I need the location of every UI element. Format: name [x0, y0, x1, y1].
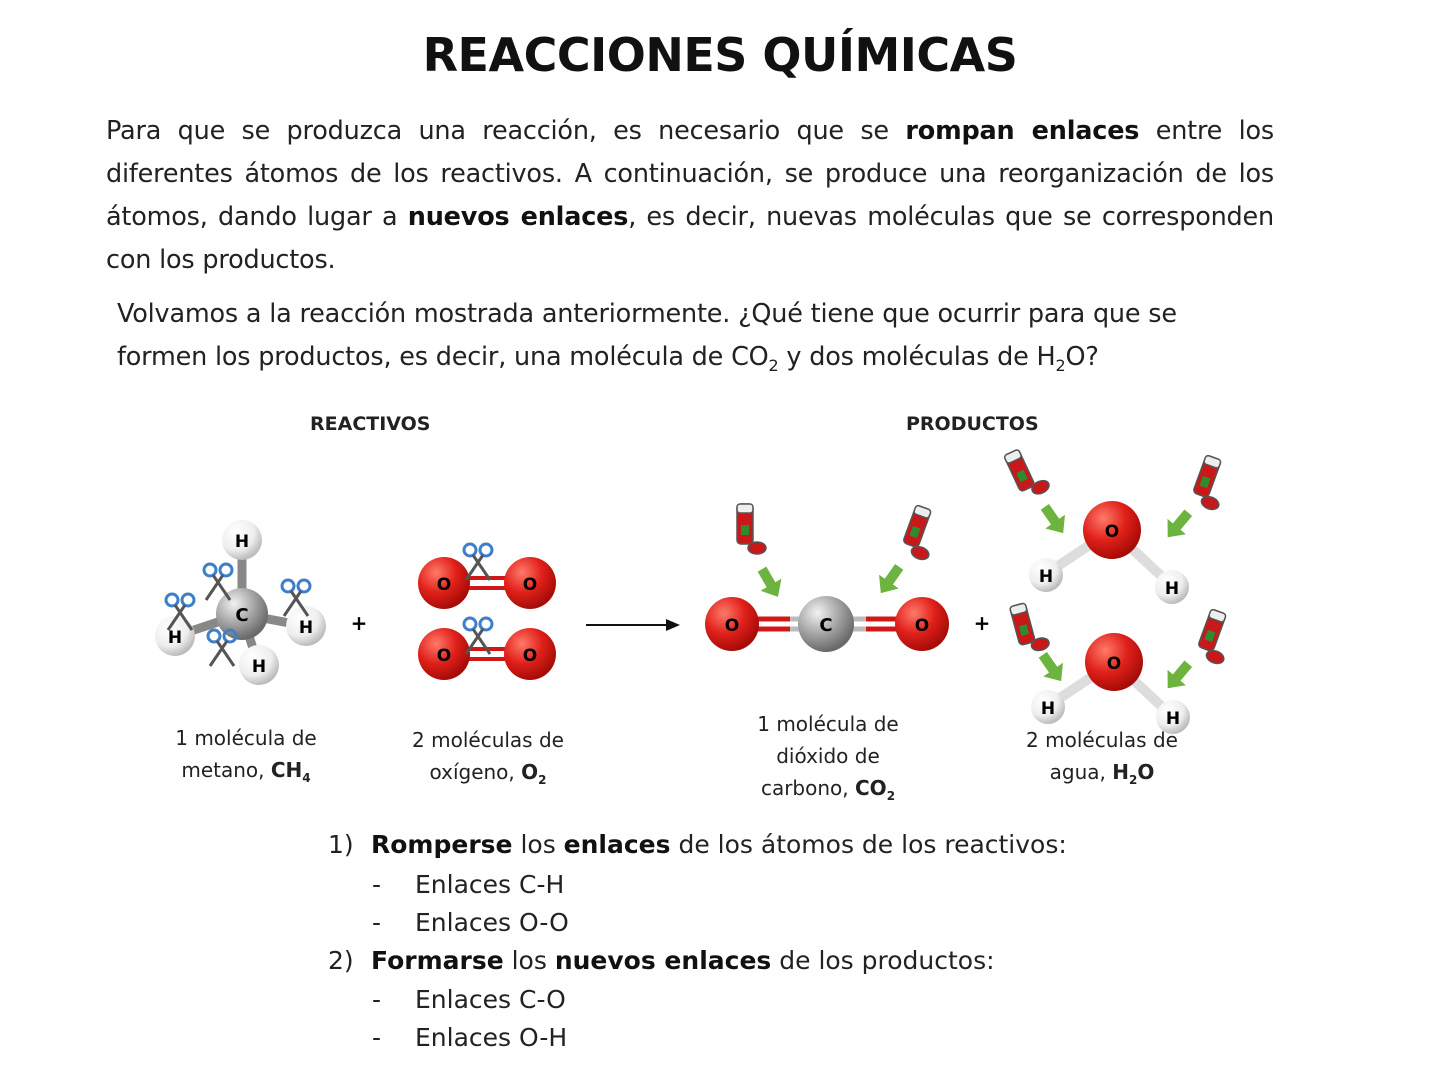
step-bold: nuevos enlaces — [554, 946, 772, 975]
caption-subscript: 2 — [886, 789, 896, 803]
step-plain: los — [512, 830, 564, 859]
green-arrow-icon — [871, 560, 909, 600]
step-bold: Formarse — [371, 946, 504, 975]
atom-label-h: H — [1164, 579, 1180, 599]
glue-stick-icon — [1004, 444, 1051, 502]
water-caption — [1016, 724, 1188, 796]
caption-formula: H — [1112, 760, 1129, 784]
page-title: REACCIONES QUÍMICAS — [422, 28, 1018, 82]
question-text-a: formen los productos, es decir, una molécula de CO — [117, 342, 769, 372]
glue-stick-icon — [1010, 599, 1051, 655]
intro-text-1: Para que se produzca una reacción, es necesario que se — [106, 116, 906, 146]
question-sub-b: 2 — [1055, 356, 1066, 376]
caption-subscript: 2 — [538, 773, 547, 787]
oxygen-caption — [402, 724, 574, 796]
water-molecule — [1010, 599, 1239, 734]
glue-stick-icon — [737, 504, 766, 554]
sub-item: Enlaces O-H — [415, 1023, 568, 1052]
caption-text: agua, — [1049, 760, 1113, 784]
caption-text: carbono, — [760, 776, 855, 800]
atom-label-o: O — [522, 646, 538, 666]
products-header: PRODUCTOS — [906, 413, 1039, 435]
caption-formula: O — [1137, 760, 1155, 784]
water-molecule — [1004, 444, 1234, 604]
sub-item: Enlaces C-O — [415, 985, 566, 1014]
atom-label-h: H — [1040, 699, 1056, 719]
caption-line — [160, 754, 332, 794]
plus-sign: + — [973, 611, 991, 635]
glue-stick-icon — [899, 505, 943, 562]
dash-bullet: - — [372, 870, 382, 899]
glue-stick-icon — [1189, 455, 1233, 512]
step-text — [371, 830, 1067, 859]
question-line-1: Volvamos a la reacción mostrada anteriormente. ¿Qué tiene que ocurrir para que se — [117, 299, 1177, 329]
caption-line — [742, 772, 914, 812]
reactants-header: REACTIVOS — [310, 413, 431, 435]
atom-label-c: C — [235, 605, 249, 626]
atom-label-o: O — [724, 616, 740, 636]
dash-bullet: - — [372, 985, 382, 1014]
caption-line: 1 molécula de — [175, 726, 317, 750]
caption-formula: CO — [855, 776, 887, 800]
atom-label-h: H — [1165, 709, 1181, 729]
dash-bullet: - — [372, 908, 382, 937]
oxygen-molecule — [418, 544, 556, 609]
atom-label-o: O — [1104, 522, 1120, 542]
atom-label-o: O — [436, 575, 452, 595]
step-plain: de los átomos de los reactivos: — [670, 830, 1067, 859]
caption-line — [402, 756, 574, 796]
caption-formula: O — [521, 760, 539, 784]
atom-label-h: H — [1038, 567, 1054, 587]
reaction-arrow — [586, 619, 680, 631]
atom-label-o: O — [1106, 654, 1122, 674]
glue-stick-icon — [1194, 609, 1238, 666]
intro-bold-2: nuevos enlaces — [407, 202, 629, 232]
atom-label-o: O — [914, 616, 930, 636]
step-plain: de los productos: — [771, 946, 995, 975]
step-number: 2) — [328, 946, 354, 975]
sub-item: Enlaces C-H — [415, 870, 565, 899]
scissors-icon — [204, 564, 232, 600]
green-arrow-icon — [1159, 656, 1198, 696]
caption-line — [1016, 756, 1188, 796]
co2-caption — [742, 708, 914, 812]
plus-sign: + — [350, 611, 368, 635]
step-bold: Romperse — [371, 830, 513, 859]
green-arrow-icon — [1033, 648, 1071, 688]
caption-formula: CH — [270, 758, 303, 782]
question-sub-a: 2 — [768, 356, 779, 376]
atom-label-h: H — [167, 628, 183, 648]
caption-text: oxígeno, — [429, 760, 522, 784]
caption-line: 2 moléculas de — [1026, 728, 1178, 752]
caption-line: dióxido de — [776, 744, 880, 768]
scissors-icon — [464, 544, 492, 580]
green-arrow-icon — [752, 563, 789, 603]
co2-molecule — [705, 504, 949, 652]
step-plain: los — [503, 946, 555, 975]
caption-line: 2 moléculas de — [412, 728, 564, 752]
dash-bullet: - — [372, 1023, 382, 1052]
caption-subscript: 2 — [1128, 773, 1138, 787]
green-arrow-icon — [1159, 505, 1198, 545]
intro-text-3: , es decir, nuevas moléculas que se corresponden con los productos. — [106, 202, 1274, 275]
intro-text-2: entre los diferentes átomos de los reactivos. A continuación, se produce una reorganización de los átomos, dando lugar a — [106, 116, 1274, 232]
atom-label-h: H — [298, 618, 314, 638]
step-text — [371, 946, 995, 975]
atom-label-o: O — [436, 646, 452, 666]
oxygen-molecule — [418, 618, 556, 680]
methane-caption — [160, 722, 332, 794]
atom-label-h: H — [251, 657, 267, 677]
green-arrow-icon — [1035, 500, 1073, 540]
caption-subscript: 4 — [302, 771, 311, 785]
step-bold: enlaces — [563, 830, 671, 859]
methane-molecule — [155, 520, 326, 685]
atom-label-o: O — [522, 575, 538, 595]
caption-line: 1 molécula de — [757, 712, 899, 736]
question-text-c: O? — [1065, 342, 1099, 372]
atom-label-c: C — [819, 615, 833, 636]
atom-label-h: H — [234, 532, 250, 552]
sub-item: Enlaces O-O — [415, 908, 569, 937]
step-number: 1) — [328, 830, 354, 859]
intro-bold-1: rompan enlaces — [905, 116, 1140, 146]
question-text-b: y dos moléculas de H — [778, 342, 1056, 372]
caption-text: metano, — [181, 758, 271, 782]
